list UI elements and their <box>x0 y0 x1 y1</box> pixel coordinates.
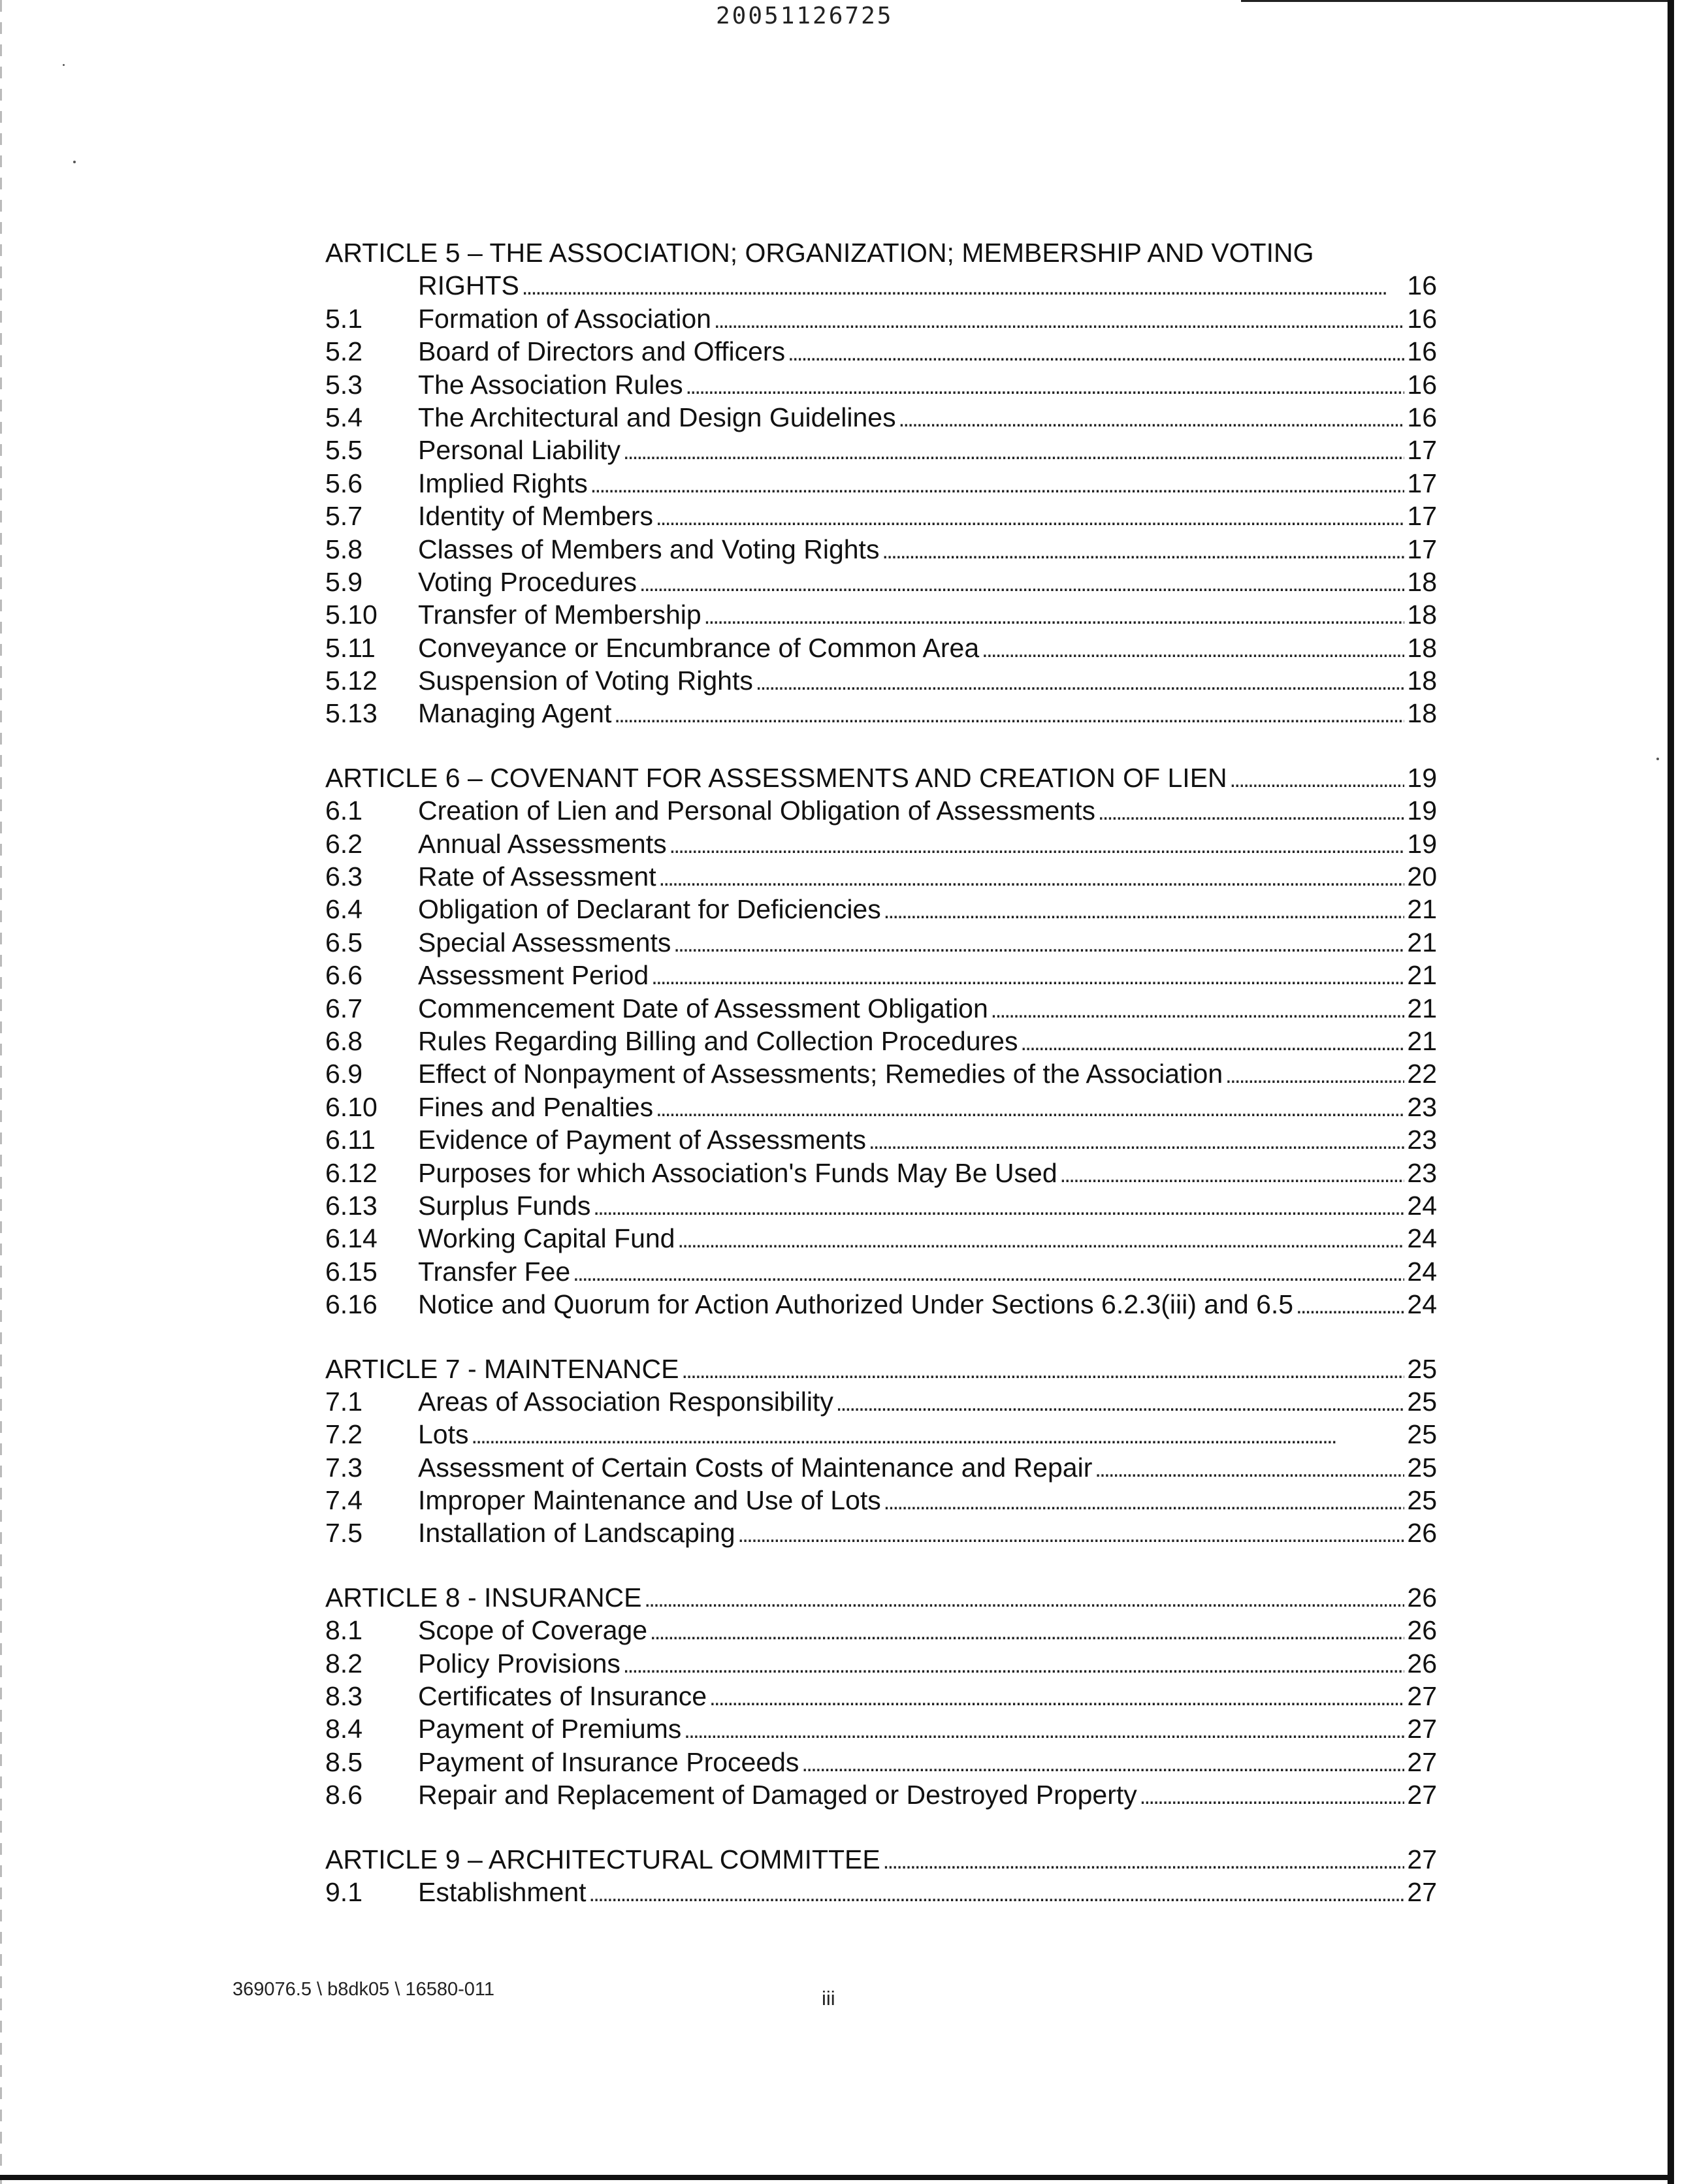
toc-entry-title: Areas of Association Responsibility <box>418 1386 833 1417</box>
toc-entry-title: Voting Procedures <box>418 566 637 597</box>
scan-speck <box>1656 758 1659 760</box>
toc-entry-page: 27 <box>1407 1714 1437 1744</box>
toc-entry <box>325 335 1437 368</box>
toc-entry-page: 27 <box>1407 1746 1437 1777</box>
toc-entry-title: The Association Rules <box>418 369 683 400</box>
article-9-section <box>325 1843 1437 1909</box>
toc-entry <box>325 1385 1437 1418</box>
article-7-entries <box>325 1385 1437 1550</box>
toc-entry-title: Payment of Premiums <box>418 1714 682 1744</box>
toc-entry-title: Managing Agent <box>418 698 612 729</box>
toc-entry-title: Annual Assessments <box>418 828 667 859</box>
dot-leader <box>884 1486 1405 1518</box>
toc-entry-page: 17 <box>1407 501 1437 532</box>
toc-entry-title: Transfer of Membership <box>418 600 701 630</box>
toc-entry-number: 8.3 <box>325 1681 363 1712</box>
toc-entry-title: Lots <box>418 1419 469 1450</box>
toc-entry <box>325 926 1437 959</box>
toc-entry <box>325 893 1437 925</box>
toc-entry-page: 16 <box>1407 270 1437 301</box>
dot-leader <box>709 1682 1404 1714</box>
article-8-heading <box>325 1581 1437 1614</box>
toc-entry-page: 21 <box>1407 1025 1437 1056</box>
toc-entry-number: 7.4 <box>325 1485 363 1516</box>
toc-entry <box>325 1647 1437 1680</box>
dot-leader <box>669 829 1405 862</box>
toc-entry-number: 6.7 <box>325 993 363 1023</box>
toc-entry <box>325 598 1437 631</box>
toc-entry-title: ARTICLE 9 – ARCHITECTURAL COMMITTEE <box>325 1844 880 1874</box>
toc-entry-title: Suspension of Voting Rights <box>418 666 753 696</box>
article-6-entries <box>325 794 1437 1321</box>
dot-leader <box>756 666 1405 699</box>
toc-entry-number: 6.13 <box>325 1190 378 1221</box>
toc-entry-page: 25 <box>1407 1419 1437 1450</box>
dot-leader <box>573 1257 1404 1290</box>
toc-entry <box>325 1255 1437 1288</box>
toc-entry-page: 22 <box>1407 1059 1437 1089</box>
toc-entry-page: 23 <box>1407 1157 1437 1188</box>
toc-entry-number: 5.2 <box>325 336 363 367</box>
toc-entry-page: 25 <box>1407 1386 1437 1417</box>
article-6-heading <box>325 762 1437 794</box>
dot-leader <box>714 304 1404 337</box>
toc-entry-title: Surplus Funds <box>418 1190 591 1221</box>
toc-entry-page: 26 <box>1407 1518 1437 1549</box>
toc-entry-page: 25 <box>1407 1353 1437 1384</box>
toc-entry <box>325 794 1437 827</box>
toc-entry <box>325 1025 1437 1057</box>
dot-leader <box>882 535 1404 568</box>
toc-entry-number: 6.15 <box>325 1256 378 1287</box>
toc-entry <box>325 1712 1437 1745</box>
dot-leader <box>677 1224 1404 1257</box>
toc-entry-title: Establishment <box>418 1876 587 1907</box>
toc-entry-title: Notice and Quorum for Action Authorized Under Sections 6.2.3(iii) and 6.5 <box>418 1289 1294 1320</box>
toc-entry-number: 5.13 <box>325 698 378 729</box>
toc-entry-title: Fines and Penalties <box>418 1091 654 1122</box>
toc-entry-title: Assessment Period <box>418 960 649 991</box>
toc-entry-page: 21 <box>1407 927 1437 957</box>
toc-entry <box>325 434 1437 466</box>
toc-entry-page: 27 <box>1407 1876 1437 1907</box>
dot-leader <box>656 1093 1404 1125</box>
toc-entry-title: Scope of Coverage <box>418 1615 648 1646</box>
dot-leader <box>522 271 1404 304</box>
toc-entry-number: 8.6 <box>325 1780 363 1810</box>
dot-leader <box>623 1649 1405 1682</box>
toc-entry <box>325 1680 1437 1712</box>
dot-leader <box>590 469 1405 502</box>
article-5-entries <box>325 302 1437 730</box>
footer-document-code: 369076.5 \ b8dk05 \ 16580-011 <box>233 1979 494 2000</box>
dot-leader <box>869 1125 1404 1158</box>
toc-entry-number: 6.9 <box>325 1059 363 1089</box>
dot-leader <box>982 634 1404 666</box>
toc-entry-page: 20 <box>1407 861 1437 892</box>
toc-entry-page: 26 <box>1407 1615 1437 1646</box>
toc-entry-title: ARTICLE 7 - MAINTENANCE <box>325 1353 679 1384</box>
toc-entry-page: 25 <box>1407 1485 1437 1516</box>
toc-entry-title: Assessment of Certain Costs of Maintenance and Repair <box>418 1452 1093 1483</box>
dot-leader <box>681 1355 1404 1387</box>
toc-entry-number: 5.1 <box>325 303 363 334</box>
toc-entry-title: Certificates of Insurance <box>418 1681 707 1712</box>
article-9-entries <box>325 1876 1437 1908</box>
toc-entry-number: 6.3 <box>325 861 363 892</box>
dot-leader <box>991 994 1405 1027</box>
toc-entry-number: 6.1 <box>325 795 363 826</box>
toc-entry <box>325 1057 1437 1090</box>
toc-entry <box>325 1189 1437 1222</box>
toc-entry-title: Classes of Members and Voting Rights <box>418 534 880 564</box>
toc-entry-page: 21 <box>1407 960 1437 991</box>
toc-entry-page: 24 <box>1407 1223 1437 1254</box>
dot-leader <box>472 1420 1405 1453</box>
footer-page-number: iii <box>822 1987 835 2010</box>
toc-entry-title: Repair and Replacement of Damaged or Destroyed Property <box>418 1780 1137 1810</box>
toc-entry-number: 7.1 <box>325 1386 363 1417</box>
toc-entry-page: 16 <box>1407 402 1437 432</box>
toc-entry-page: 18 <box>1407 632 1437 663</box>
toc-entry-number: 8.4 <box>325 1714 363 1744</box>
toc-entry-title: Improper Maintenance and Use of Lots <box>418 1485 881 1516</box>
dot-leader <box>1098 796 1404 829</box>
dot-leader <box>738 1518 1405 1551</box>
toc-entry <box>325 1123 1437 1156</box>
scan-top-edge <box>1241 0 1672 2</box>
dot-leader <box>593 1191 1404 1224</box>
toc-entry <box>325 1746 1437 1778</box>
article-8-section <box>325 1581 1437 1812</box>
toc-entry-page: 16 <box>1407 303 1437 334</box>
toc-entry-title: Conveyance or Encumbrance of Common Area <box>418 632 980 663</box>
toc-entry-title: The Architectural and Design Guidelines <box>418 402 896 432</box>
dot-leader <box>639 568 1404 600</box>
toc-entry-title: Formation of Association <box>418 303 711 334</box>
toc-entry-page: 21 <box>1407 993 1437 1023</box>
toc-entry-title: Board of Directors and Officers <box>418 336 786 367</box>
toc-entry-page: 17 <box>1407 435 1437 466</box>
toc-entry-page: 16 <box>1407 369 1437 400</box>
toc-entry-title: Policy Provisions <box>418 1648 621 1678</box>
toc-entry-number: 6.8 <box>325 1025 363 1056</box>
toc-entry-page: 27 <box>1407 1844 1437 1874</box>
dot-leader <box>673 928 1404 961</box>
toc-entry <box>325 1876 1437 1908</box>
toc-entry-number: 5.4 <box>325 402 363 432</box>
dot-leader <box>704 600 1405 633</box>
toc-entry-number: 6.12 <box>325 1157 378 1188</box>
dot-leader <box>651 961 1404 993</box>
toc-entry-page: 27 <box>1407 1681 1437 1712</box>
toc-entry-page: 23 <box>1407 1125 1437 1155</box>
toc-entry-page: 24 <box>1407 1289 1437 1320</box>
dot-leader <box>788 337 1404 370</box>
toc-entry-page: 26 <box>1407 1648 1437 1678</box>
toc-entry-number: 8.2 <box>325 1648 363 1678</box>
dot-leader <box>1060 1159 1405 1191</box>
dot-leader <box>899 403 1405 436</box>
dot-leader <box>883 1845 1405 1878</box>
article-7-section <box>325 1353 1437 1550</box>
toc-entry-title: Evidence of Payment of Assessments <box>418 1125 866 1155</box>
toc-entry-number: 7.2 <box>325 1419 363 1450</box>
toc-entry <box>325 959 1437 991</box>
toc-entry <box>325 860 1437 893</box>
article-9-heading <box>325 1843 1437 1876</box>
scan-right-edge <box>1668 0 1674 2184</box>
toc-entry <box>325 368 1437 401</box>
table-of-contents <box>325 236 1437 1908</box>
toc-entry-title: ARTICLE 6 – COVENANT FOR ASSESSMENTS AND CREATION OF LIEN <box>325 762 1227 793</box>
toc-entry-title: Special Assessments <box>418 927 671 957</box>
toc-entry-number: 9.1 <box>325 1876 363 1907</box>
toc-entry-title: Creation of Lien and Personal Obligation of Assessments <box>418 795 1095 826</box>
toc-entry-title: Identity of Members <box>418 501 654 532</box>
toc-entry <box>325 1157 1437 1189</box>
dot-leader <box>686 370 1405 403</box>
toc-entry-page: 16 <box>1407 336 1437 367</box>
scan-speck <box>73 161 76 163</box>
article-5-heading-continued <box>325 269 1437 302</box>
dot-leader <box>1020 1027 1404 1059</box>
toc-entry-number: 6.5 <box>325 927 363 957</box>
toc-entry-number: 5.8 <box>325 534 363 564</box>
dot-leader <box>836 1387 1405 1420</box>
scan-left-edge <box>0 0 2 2184</box>
toc-entry <box>325 1614 1437 1646</box>
toc-entry <box>325 533 1437 566</box>
toc-entry-page: 24 <box>1407 1190 1437 1221</box>
toc-entry-title: Payment of Insurance Proceeds <box>418 1746 799 1777</box>
document-stamp-number: 20051126725 <box>716 3 894 29</box>
toc-entry-number: 8.5 <box>325 1746 363 1777</box>
article-8-entries <box>325 1614 1437 1811</box>
toc-entry <box>325 401 1437 434</box>
toc-entry <box>325 1091 1437 1123</box>
toc-entry-number: 6.11 <box>325 1125 376 1155</box>
toc-entry-page: 19 <box>1407 762 1437 793</box>
toc-entry-page: 18 <box>1407 698 1437 729</box>
toc-entry-page: 23 <box>1407 1091 1437 1122</box>
toc-entry <box>325 1222 1437 1255</box>
toc-entry-title: Installation of Landscaping <box>418 1518 735 1549</box>
toc-entry-page: 18 <box>1407 600 1437 630</box>
toc-entry-number: 6.6 <box>325 960 363 991</box>
dot-leader <box>684 1714 1404 1747</box>
toc-entry <box>325 1517 1437 1549</box>
toc-entry-page: 26 <box>1407 1582 1437 1613</box>
toc-entry-number: 6.4 <box>325 894 363 925</box>
toc-entry-number: 8.1 <box>325 1615 363 1646</box>
toc-entry <box>325 1484 1437 1517</box>
toc-entry-number: 5.5 <box>325 435 363 466</box>
toc-entry-number: 5.10 <box>325 600 378 630</box>
toc-entry <box>325 1288 1437 1321</box>
toc-entry-number: 5.7 <box>325 501 363 532</box>
toc-entry-page: 17 <box>1407 534 1437 564</box>
toc-entry-number: 5.3 <box>325 369 363 400</box>
toc-entry-page: 24 <box>1407 1256 1437 1287</box>
toc-entry-page: 25 <box>1407 1452 1437 1483</box>
toc-entry <box>325 1418 1437 1451</box>
article-7-heading <box>325 1353 1437 1385</box>
toc-entry <box>325 664 1437 697</box>
toc-entry <box>325 992 1437 1025</box>
toc-entry-title: Rate of Assessment <box>418 861 656 892</box>
toc-entry <box>325 566 1437 598</box>
article-5-section <box>325 236 1437 730</box>
dot-leader <box>650 1616 1404 1648</box>
toc-entry-page: 17 <box>1407 468 1437 498</box>
toc-entry-number: 6.16 <box>325 1289 378 1320</box>
toc-entry-page: 21 <box>1407 894 1437 925</box>
dot-leader <box>614 699 1404 731</box>
toc-entry-number: 6.14 <box>325 1223 378 1254</box>
toc-entry-title: Transfer Fee <box>418 1256 571 1287</box>
toc-entry <box>325 632 1437 664</box>
toc-entry-title: Purposes for which Association's Funds May Be Used <box>418 1157 1057 1188</box>
toc-entry-page: 18 <box>1407 566 1437 597</box>
toc-entry <box>325 827 1437 860</box>
toc-entry-title: Rules Regarding Billing and Collection Procedures <box>418 1025 1018 1056</box>
toc-entry-title: Working Capital Fund <box>418 1223 675 1254</box>
toc-entry-title: RIGHTS <box>418 270 519 301</box>
toc-entry-title: Obligation of Declarant for Deficiencies <box>418 894 881 925</box>
toc-entry-title: Commencement Date of Assessment Obligation <box>418 993 988 1023</box>
dot-leader <box>1095 1453 1404 1486</box>
scan-speck <box>63 64 65 66</box>
dot-leader <box>656 502 1404 534</box>
toc-entry-number: 5.11 <box>325 632 376 663</box>
toc-entry <box>325 697 1437 730</box>
toc-entry-title: Effect of Nonpayment of Assessments; Remedies of the Association <box>418 1059 1223 1089</box>
toc-entry <box>325 500 1437 532</box>
dot-leader <box>659 862 1405 895</box>
article-5-heading: ARTICLE 5 – THE ASSOCIATION; ORGANIZATION; MEMBERSHIP AND VOTING <box>325 238 1314 268</box>
dot-leader <box>801 1748 1404 1780</box>
toc-entry-page: 27 <box>1407 1780 1437 1810</box>
toc-entry <box>325 1451 1437 1484</box>
dot-leader <box>1225 1059 1404 1092</box>
toc-entry-page: 19 <box>1407 828 1437 859</box>
toc-entry-title: Personal Liability <box>418 435 621 466</box>
toc-entry <box>325 302 1437 335</box>
dot-leader <box>1140 1780 1405 1813</box>
dot-leader <box>645 1583 1405 1616</box>
dot-leader <box>884 895 1405 927</box>
dot-leader <box>589 1878 1405 1910</box>
toc-entry-number: 6.2 <box>325 828 363 859</box>
toc-entry <box>325 467 1437 500</box>
toc-entry <box>325 1778 1437 1811</box>
toc-entry-page: 18 <box>1407 666 1437 696</box>
article-6-section <box>325 762 1437 1321</box>
toc-entry-number: 7.5 <box>325 1518 363 1549</box>
toc-entry-number: 5.12 <box>325 666 378 696</box>
toc-entry-number: 5.6 <box>325 468 363 498</box>
toc-entry-number: 5.9 <box>325 566 363 597</box>
scan-bottom-edge <box>0 2175 1674 2180</box>
toc-entry-number: 7.3 <box>325 1452 363 1483</box>
dot-leader <box>623 436 1404 468</box>
toc-entry-title: Implied Rights <box>418 468 588 498</box>
toc-entry-number: 6.10 <box>325 1091 378 1122</box>
toc-entry-title: ARTICLE 8 - INSURANCE <box>325 1582 642 1613</box>
dot-leader <box>1296 1290 1404 1323</box>
toc-entry-page: 19 <box>1407 795 1437 826</box>
dot-leader <box>1230 763 1405 796</box>
